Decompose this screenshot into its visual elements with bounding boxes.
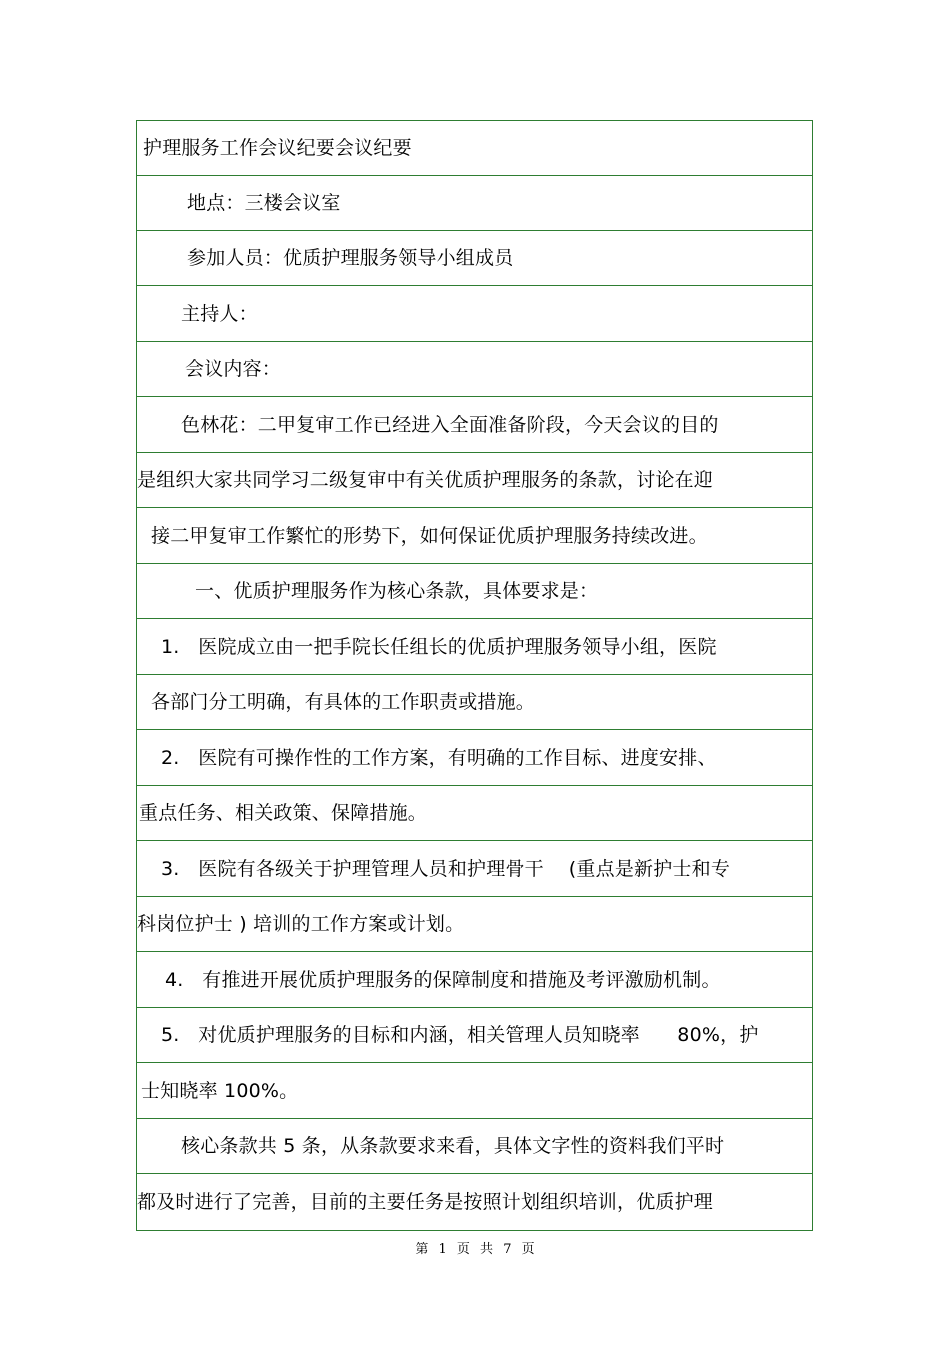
table-row — [137, 953, 812, 1008]
section-heading: 一、优质护理服务作为核心条款，具体要求是： — [195, 580, 599, 602]
list-item-continuation: 科岗位护士 ) 培训的工作方案或计划。 — [137, 913, 465, 935]
list-item-continuation: 士知晓率 100%。 — [141, 1080, 299, 1102]
table-row — [137, 620, 812, 675]
paragraph-line: 都及时进行了完善，目前的主要任务是按照计划组织培训，优质护理 — [137, 1191, 714, 1213]
content-heading: 会议内容： — [185, 358, 282, 380]
host-line: 主持人： — [181, 303, 258, 325]
table-row — [137, 897, 812, 952]
table-row — [137, 1175, 812, 1230]
table-row — [137, 509, 812, 564]
table-row — [137, 176, 812, 231]
page-number: 第 1 页 共 7 页 — [415, 1242, 535, 1257]
list-item-continuation: 重点任务、相关政策、保障措施。 — [139, 802, 428, 824]
document-title: 护理服务工作会议纪要会议纪要 — [143, 137, 412, 159]
attendees-line: 参加人员：优质护理服务领导小组成员 — [187, 247, 514, 269]
document-table — [136, 120, 813, 1231]
table-row — [137, 564, 812, 619]
table-row — [137, 842, 812, 897]
table-row — [137, 121, 812, 176]
table-row — [137, 342, 812, 397]
list-item: 1. 医院成立由一把手院长任组长的优质护理服务领导小组，医院 — [161, 636, 717, 658]
table-row — [137, 1064, 812, 1119]
location-line: 地点：三楼会议室 — [187, 192, 341, 214]
paragraph-line: 核心条款共 5 条，从条款要求来看，具体文字性的资料我们平时 — [181, 1135, 725, 1157]
table-row — [137, 287, 812, 342]
table-row — [137, 453, 812, 508]
paragraph-line: 接二甲复审工作繁忙的形势下，如何保证优质护理服务持续改进。 — [151, 525, 708, 547]
list-item: 2. 医院有可操作性的工作方案，有明确的工作目标、进度安排、 — [161, 747, 717, 769]
list-item-continuation: 各部门分工明确，有具体的工作职责或措施。 — [151, 691, 536, 713]
table-row — [137, 675, 812, 730]
paragraph-line: 色林花：二甲复审工作已经进入全面准备阶段，今天会议的目的 — [181, 414, 719, 436]
list-item: 3. 医院有各级关于护理管理人员和护理骨干 (重点是新护士和专 — [161, 858, 731, 880]
list-item: 5. 对优质护理服务的目标和内涵，相关管理人员知晓率 80%，护 — [161, 1024, 759, 1046]
table-row — [137, 1119, 812, 1174]
table-row — [137, 786, 812, 841]
list-item: 4. 有推进开展优质护理服务的保障制度和措施及考评激励机制。 — [165, 969, 721, 991]
paragraph-line: 是组织大家共同学习二级复审中有关优质护理服务的条款，讨论在迎 — [137, 469, 714, 491]
table-row — [137, 231, 812, 286]
table-row — [137, 398, 812, 453]
table-row — [137, 1008, 812, 1063]
table-row — [137, 731, 812, 786]
